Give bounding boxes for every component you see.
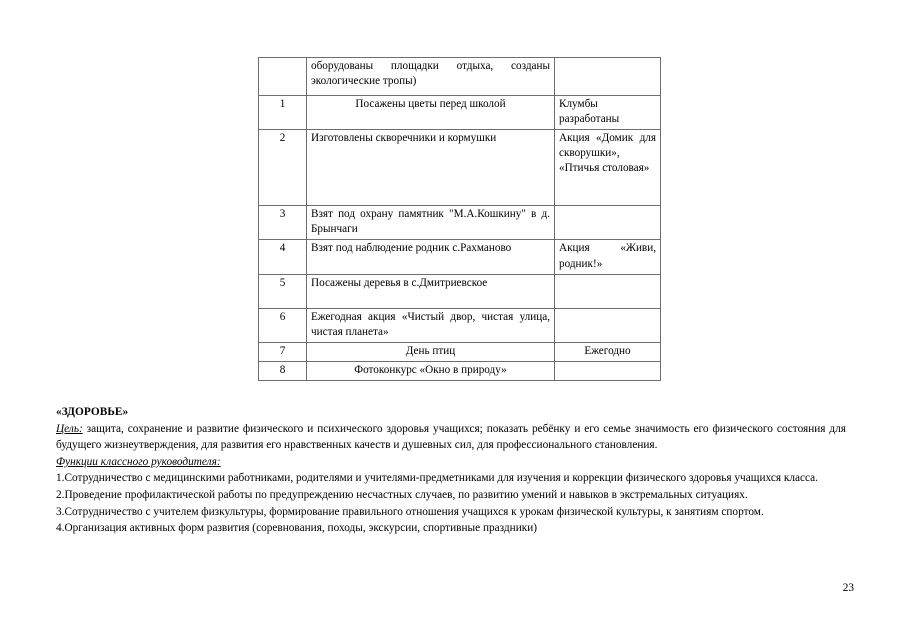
goal-text: защита, сохранение и развитие физического и психического здоровья учащихся; показать ребёнку и его семье значимость его физического состояния для будущего жизнеутверждения, для развития его нравственных качеств и душевных сил, для профессионального становления. (56, 422, 846, 452)
function-item: 4.Организация активных форм развития (соревнования, походы, экскурсии, спортивные праздники) (56, 522, 538, 535)
activities-table-container (258, 57, 660, 381)
row-note-cell (555, 274, 661, 308)
row-note-cell: Ежегодно (555, 342, 661, 361)
function-item: 1.Сотрудничество с медицинскими работниками, родителями и учителями-предметниками для изучения и коррекции физического здоровья учащихся класса. (56, 472, 819, 485)
row-number-cell: 7 (259, 342, 307, 361)
functions-label: Функции классного руководителя: (56, 455, 221, 468)
row-activity-cell: Фотоконкурс «Окно в природу» (307, 361, 555, 380)
table-row (259, 274, 661, 308)
table-row (259, 361, 661, 380)
table-row (259, 206, 661, 240)
row-number-cell: 5 (259, 274, 307, 308)
row-activity-cell: Посажены деревья в с.Дмитриевское (307, 274, 555, 308)
table-row (259, 342, 661, 361)
row-note-cell (555, 308, 661, 342)
row-number-cell: 4 (259, 240, 307, 274)
row-activity-cell: Посажены цветы перед школой (307, 96, 555, 130)
row-note-cell: Акция «Домик для скворушки», «Птичья столовая» (555, 130, 661, 206)
table-row (259, 240, 661, 274)
row-number-cell: 1 (259, 96, 307, 130)
row-activity-cell: Изготовлены скворечники и кормушки (307, 130, 555, 206)
function-item: 2.Проведение профилактической работы по предупреждению несчастных случаев, по развитию умений и навыков в экстремальных ситуациях. (56, 488, 748, 501)
row-number-cell: 8 (259, 361, 307, 380)
row-activity-cell: День птиц (307, 342, 555, 361)
row-note-cell: Акция «Живи, родник!» (555, 240, 661, 274)
row-activity-cell: оборудованы площадки отдыха, созданы экологические тропы) (307, 58, 555, 96)
table-row (259, 308, 661, 342)
row-activity-cell: Ежегодная акция «Чистый двор, чистая улица, чистая планета» (307, 308, 555, 342)
page-number: 23 (842, 582, 854, 594)
row-number-cell: 2 (259, 130, 307, 206)
row-activity-cell: Взят под охрану памятник "М.А.Кошкину" в д. Брынчаги (307, 206, 555, 240)
row-note-cell (555, 58, 661, 96)
row-activity-cell: Взят под наблюдение родник с.Рахманово (307, 240, 555, 274)
row-number-cell (259, 58, 307, 96)
row-number-cell: 3 (259, 206, 307, 240)
row-note-cell (555, 361, 661, 380)
function-item: 3.Сотрудничество с учителем физкультуры, формирование правильного отношения учащихся к урокам физической культуры, к занятиям спортом. (56, 505, 764, 518)
table-row (259, 130, 661, 206)
functions-label-paragraph (56, 454, 846, 471)
goal-label: Цель: (56, 422, 83, 435)
activities-table (258, 57, 661, 381)
table-row (259, 58, 661, 96)
row-note-cell: Клумбы разработаны (555, 96, 661, 130)
goal-paragraph (56, 421, 846, 454)
row-number-cell: 6 (259, 308, 307, 342)
table-row (259, 96, 661, 130)
section-content (56, 404, 846, 537)
row-note-cell (555, 206, 661, 240)
section-heading: «ЗДОРОВЬЕ» (56, 406, 129, 418)
